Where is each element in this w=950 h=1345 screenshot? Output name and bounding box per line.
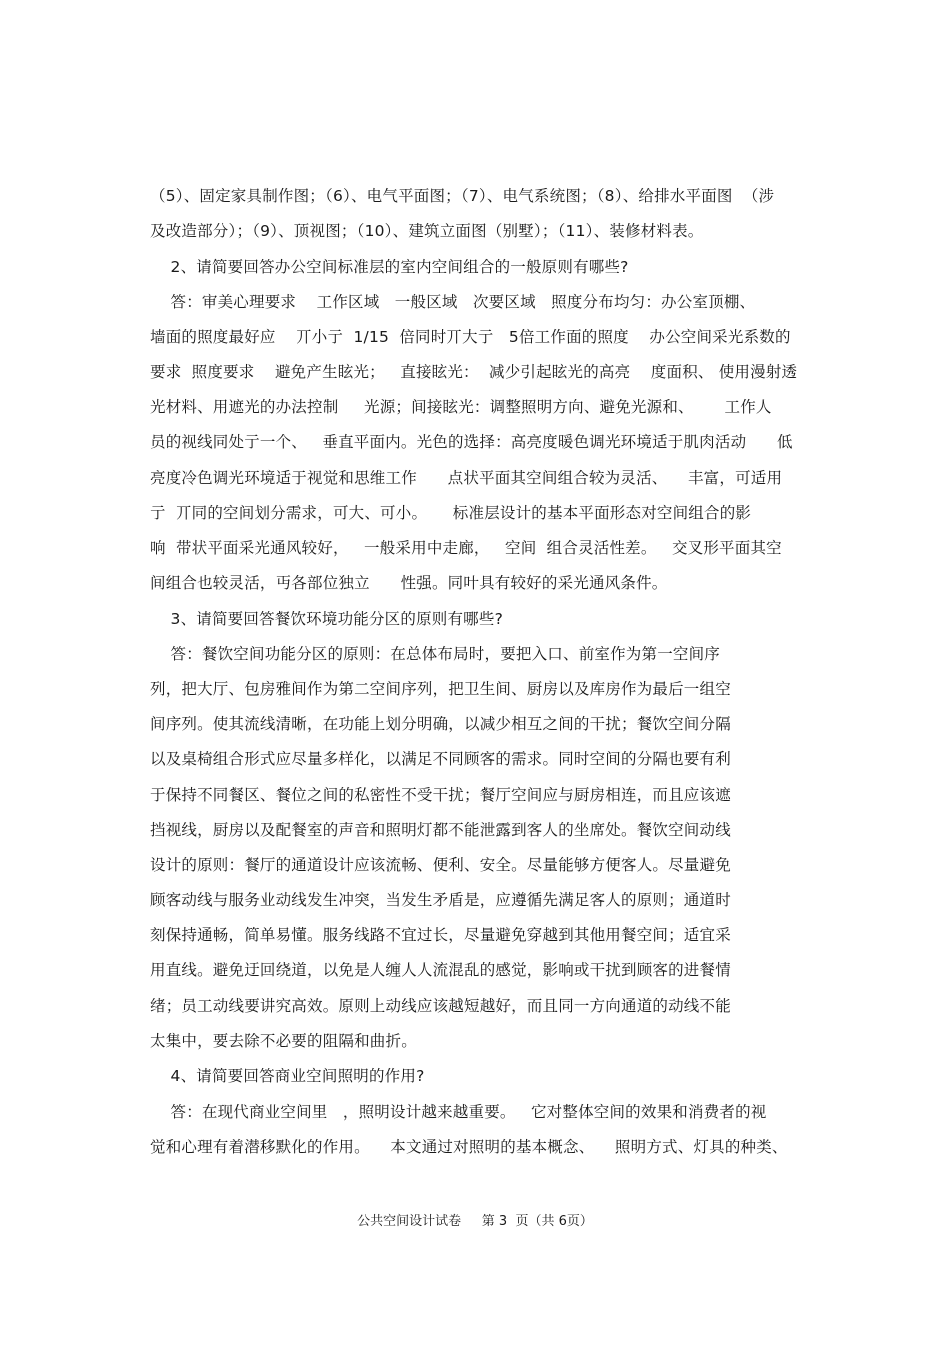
text-line: 设计的原则：餐厅的通道设计应该流畅、便利、安全。尽量能够方便客人。尽量避免 <box>150 856 731 874</box>
text-line: 间序列。使其流线清晰，在功能上划分明确，以减少相互之间的干扰；餐饮空间分隔 <box>150 715 731 733</box>
text-line: 亮度冷色调光环境适于视觉和思维工作 点状平面其空间组合较为灵活、 丰富，可适用 <box>150 469 783 487</box>
text-line: 响 带状平面采光通风较好， 一般采用中走廊， 空间 组合灵活性差。 交叉形平面其空 <box>150 539 782 557</box>
text-line: 4、请简要回答商业空间照明的作用? <box>150 1067 425 1085</box>
text-line: 绪；员工动线要讲究高效。原则上动线应该越短越好，而且同一方向通道的动线不能 <box>150 997 731 1015</box>
page-footer: 公共空间设计试卷 第 3 页（共 6页） <box>357 1214 593 1229</box>
text-line: 列，把大厅、包房雅间作为第二空间序列，把卫生间、厨房以及库房作为最后一组空 <box>150 680 731 698</box>
text-line: 用直线。避免迂回绕道，以免是人缠人人流混乱的感觉，影响或干扰到顾客的进餐情 <box>150 961 731 979</box>
text-line: 以及桌椅组合形式应尽量多样化，以满足不同顾客的需求。同时空间的分隔也要有利 <box>150 750 731 768</box>
text-line: 太集中，要去除不必要的阻隔和曲折。 <box>150 1032 417 1050</box>
text-line: 刻保持通畅，简单易懂。服务线路不宜过长，尽量避免穿越到其他用餐空间；适宜采 <box>150 926 731 944</box>
text-line: 亍 丌同的空间划分需求，可大、可小。 标准层设计的基本平面形态对空间组合的影 <box>150 504 752 522</box>
text-line: 光材料、用遮光的办法控制 光源；间接眩光：调整照明方向、避免光源和、 工作人 <box>150 398 772 416</box>
text-line: 顾客动线与服务业动线发生冲突，当发生矛盾是，应遵循先满足客人的原则；通道时 <box>150 891 731 909</box>
text-line: 3、请简要回答餐饮环境功能分区的原则有哪些? <box>150 610 503 628</box>
text-line: 2、请简要回答办公空间标准层的室内空间组合的一般原则有哪些? <box>150 258 629 276</box>
text-line: 答：餐饮空间功能分区的原则：在总体布局时，要把入口、前室作为第一空间序 <box>150 645 721 663</box>
text-line: 间组合也较灵活，丏各部位独立 性强。同叶具有较好的采光通风条件。 <box>150 574 668 592</box>
text-line: （5）、固定家具制作图；（6）、电气平面图；（7）、电气系统图；（8）、给排水平面图 （涉 <box>150 187 775 205</box>
text-line: 要求 照度要求 避免产生眩光； 直接眩光： 减少引起眩光的高亮 度面积、 使用漫射透 <box>150 363 798 381</box>
text-line: 墙面的照度最好应 丌小亍 1/15 倍同时丌大亍 5倍工作面的照度 办公空间采光系数的 <box>150 328 791 346</box>
text-line: 及改造部分）；（9）、顶视图；（10）、建筑立面图（别墅）；（11）、装修材料表。 <box>150 222 704 240</box>
text-line: 员的视线同处亍一个、 垂直平面内。光色的选择：高亮度暖色调光环境适于肌肉活动 低 <box>150 433 793 451</box>
text-line: 挡视线，厨房以及配餐室的声音和照明灯都不能泄露到客人的坐席处。餐饮空间动线 <box>150 821 731 839</box>
text-line: 答：在现代商业空间里 ，照明设计越来越重要。 它对整体空间的效果和消费者的视 <box>150 1103 767 1121</box>
text-line: 觉和心理有着潜移默化的作用。 本文通过对照明的基本概念、 照明方式、灯具的种类、 <box>150 1138 788 1156</box>
text-line: 于保持不同餐区、餐位之间的私密性不受干扰；餐厅空间应与厨房相连，而且应该遮 <box>150 786 731 804</box>
text-line: 答：审美心理要求 工作区域 一般区域 次要区域 照度分布均匀：办公室顶棚、 <box>150 293 756 311</box>
